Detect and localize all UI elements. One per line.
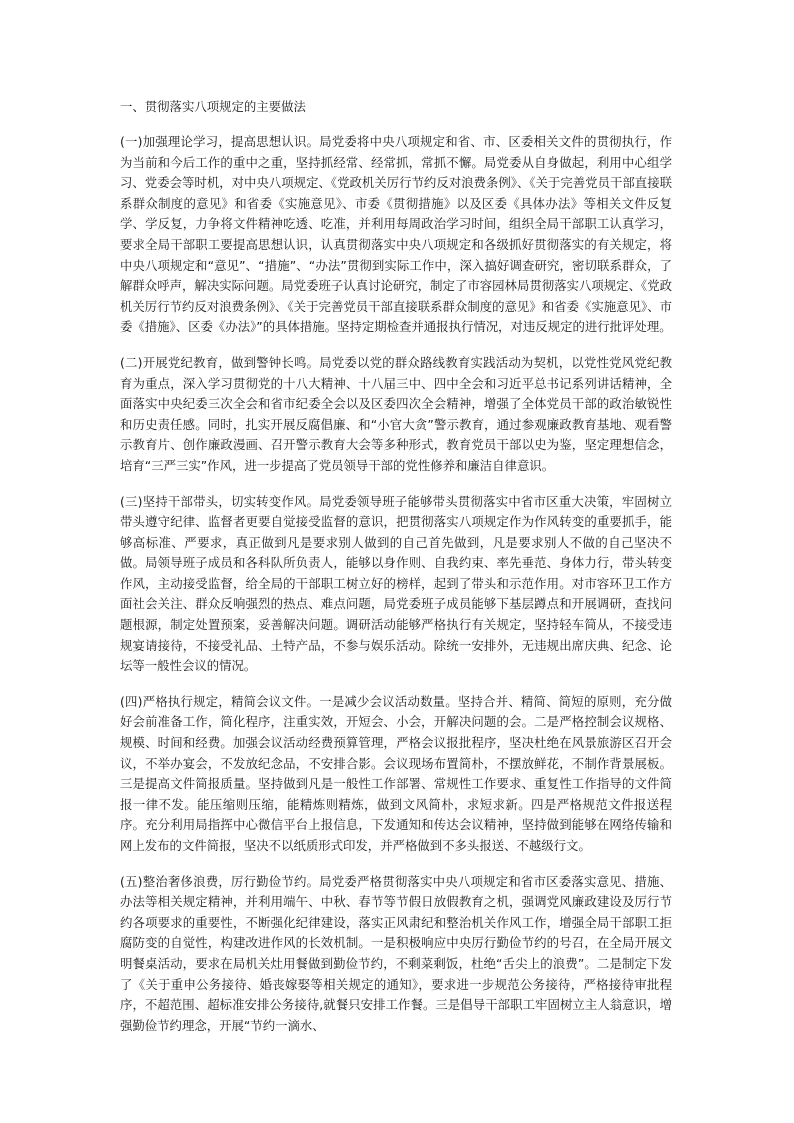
paragraph-discipline-education: (二)开展党纪教育，做到警钟长鸣。局党委以党的群众路线教育实践活动为契机，以党性党风党纪教育为重点，深入学习贯彻党的十八大精神、十八届三中、四中全会和习近平总书记系列讲话精神，全面落实中央纪委三次全会和省市纪委全会以及区委四次全会精神，增强了全体党员干部的政治敏锐性和历史责任感。同时，扎实开展反腐倡廉、和“小官大贪”警示教育，通过参观廉政教育基地、观看警示教育片、创作廉政漫画、召开警示教育大会等多种形式，教育党员干部以史为鉴，坚定理想信念，培育“三严三实”作风，进一步提高了党员领导干部的党性修养和廉洁自律意识。: [120, 354, 672, 473]
paragraph-theory-study: (一)加强理论学习，提高思想认识。局党委将中央八项规定和省、市、区委相关文件的贯彻执行，作为当前和今后工作的重中之重，坚持抓经常、经常抓，常抓不懈。局党委从自身做起，利用中心组学习、党委会等时机，对中央八项规定、《党政机关厉行节约反对浪费条例》、《关于完善党员干部直接联系群众制度的意见》和省委《实施意见》、市委《贯彻措施》以及区委《具体办法》等相关文件反复学、学反复，力争将文件精神吃透、吃准，并利用每周政治学习时间，组织全局干部职工认真学习，要求全局干部职工要提高思想认识，认真贯彻落实中央八项规定和各级抓好贯彻落实的有关规定，将中央八项规定和“意见”、“措施”、“办法”贯彻到实际工作中，深入搞好调查研究，密切联系群众，了解群众呼声，解决实际问题。局党委班子认真讨论研究，制定了市容园林局贯彻落实八项规定、《党政机关厉行节约反对浪费条例》、《关于完善党员干部直接联系群众制度的意见》和省委《实施意见》、市委《措施》、区委《办法》”的具体措施。坚持定期检查并通报执行情况，对违反规定的进行批评处理。: [120, 134, 672, 335]
section-heading: 一、贯彻落实八项规定的主要做法: [120, 99, 306, 114]
paragraph-meetings-documents: (四)严格执行规定，精简会议文件。一是减少会议活动数量。坚持合并、精简、简短的原则，充分做好会前准备工作，简化程序，注重实效，开短会、小会，开解决问题的会。二是严格控制会议规格、规模、时间和经费。加强会议活动经费预算管理，严格会议报批程序，坚决杜绝在风景旅游区召开会议，不举办宴会，不发放纪念品，不安排合影。会议现场布置简朴，不摆放鲜花，不制作背景展板。三是提高文件简报质量。坚持做到凡是一般性工作部署、常规性工作要求、重复性工作指导的文件简报一律不发。能压缩则压缩，能精炼则精炼，做到文风简朴，求短求新。四是严格规范文件报送程序。充分利用局指挥中心微信平台上报信息，下发通知和传达会议精神，坚持做到能够在网络传输和网上发布的文件简报，坚决不以纸质形式印发，并严格做到不多头报送、不越级行文。: [120, 693, 672, 853]
document-page: [120, 97, 672, 1051]
paragraph-cadre-leadership: (三)坚持干部带头，切实转变作风。局党委领导班子能够带头贯彻落实中省市区重大决策，牢固树立带头遵守纪律、监督者更要自觉接受监督的意识，把贯彻落实八项规定作为作风转变的重要抓手，能够高标准、严要求，真正做到凡是要求别人做到的自己首先做到，凡是要求别人不做的自己坚决不做。局领导班子成员和各科队所负责人，能够以身作则、自我约束、率先垂范、身体力行，带头转变作风，主动接受监督，给全局的干部职工树立好的榜样，起到了带头和示范作用。对市容环卫工作方面社会关注、群众反响强烈的热点、难点问题，局党委班子成员能够下基层蹲点和开展调研，查找问题根源，制定处置预案，妥善解决问题。调研活动能够严格执行有关规定，坚持轻车简从，不接受违规宴请接待，不接受礼品、土特产品，不参与娱乐活动。除统一安排外，无违规出席庆典、纪念、论坛等一般性会议的情况。: [120, 493, 672, 674]
paragraph-frugality: (五)整治奢侈浪费，厉行勤俭节约。局党委严格贯彻落实中央八项规定和省市区委落实意见、措施、办法等相关规定精神，并利用端午、中秋、春节等节假日放假教育之机，强调党风廉政建设及厉行节约各项要求的重要性，不断强化纪律建设，落实正风肃纪和整治机关作风工作，增强全局干部职工拒腐防变的自觉性，构建改进作风的长效机制。一是积极响应中央厉行勤俭节约的号召，在全局开展文明餐桌活动，要求在局机关灶用餐做到勤俭节约，不剩菜剩饭，杜绝“舌尖上的浪费”。二是制定下发了《关于重申公务接待、婚丧嫁娶等相关规定的通知》，要求进一步规范公务接待，严格接待审批程序，不超范围、超标准安排公务接待,就餐只安排工作餐。三是倡导干部职工牢固树立主人翁意识，增强勤俭节约理念，开展“节约一滴水、: [120, 873, 672, 1033]
